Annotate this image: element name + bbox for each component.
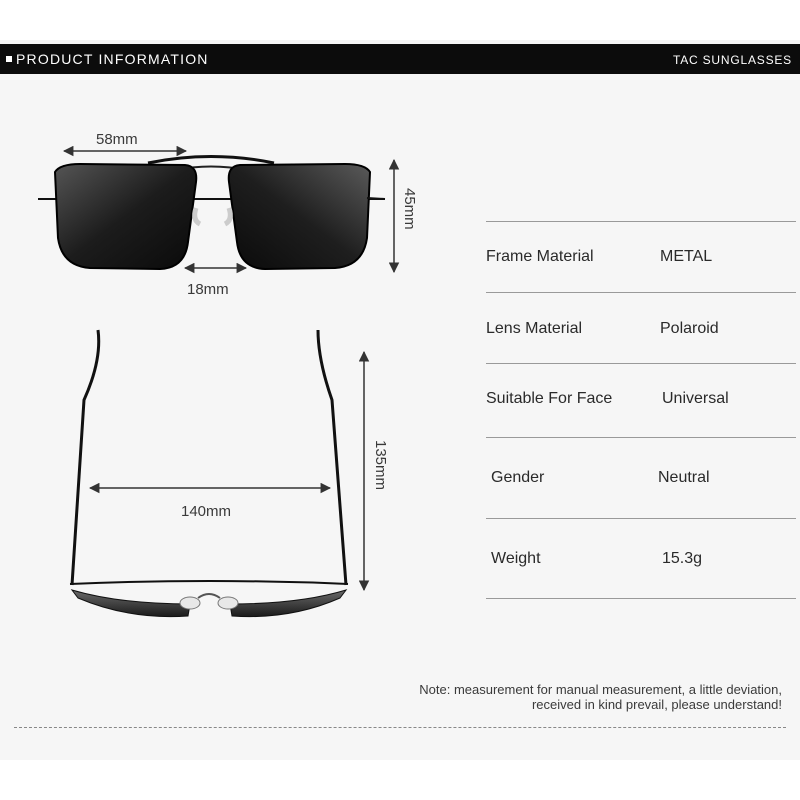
spec-value: 15.3g (662, 550, 703, 567)
spec-label: Weight (491, 550, 541, 567)
spec-row-face (486, 390, 796, 414)
spec-label: Suitable For Face (486, 390, 613, 407)
spec-label: Frame Material (486, 248, 594, 265)
top-view-glasses (70, 330, 348, 617)
left-lens-top (72, 590, 190, 617)
header-title: PRODUCT INFORMATION (16, 51, 209, 67)
header-product-label: TAC SUNGLASSES (672, 53, 792, 67)
spec-divider (486, 598, 796, 599)
note-line-1: Note: measurement for manual measurement, a little deviation, (419, 682, 782, 697)
spec-row-frame-material (486, 248, 796, 272)
spec-divider (486, 518, 796, 519)
right-lens (229, 164, 370, 269)
left-lens (55, 164, 196, 269)
lens-height-label: 45mm (401, 188, 418, 230)
spec-divider (486, 363, 796, 364)
temple-length-label: 135mm (372, 440, 389, 491)
note-line-2: received in kind prevail, please understand! (531, 697, 782, 712)
right-lens-top (230, 590, 346, 617)
spec-divider (486, 437, 796, 438)
spec-value: METAL (660, 248, 713, 265)
spec-divider (486, 292, 796, 293)
dashed-divider (14, 727, 786, 728)
spec-row-weight (486, 550, 796, 574)
lens-width-label: 58mm (96, 131, 138, 148)
spec-value: Polaroid (660, 320, 719, 337)
spec-label: Lens Material (486, 320, 583, 337)
front-view-glasses (38, 157, 385, 270)
spec-row-gender (486, 469, 796, 493)
bridge-label: 18mm (187, 281, 229, 298)
spec-value: Neutral (658, 469, 710, 486)
frame-width-label: 140mm (181, 503, 232, 520)
measurement-note (282, 682, 782, 712)
spec-label: Gender (491, 469, 545, 486)
spec-divider (486, 221, 796, 222)
spec-row-lens-material (486, 320, 796, 344)
spec-value: Universal (662, 390, 729, 407)
